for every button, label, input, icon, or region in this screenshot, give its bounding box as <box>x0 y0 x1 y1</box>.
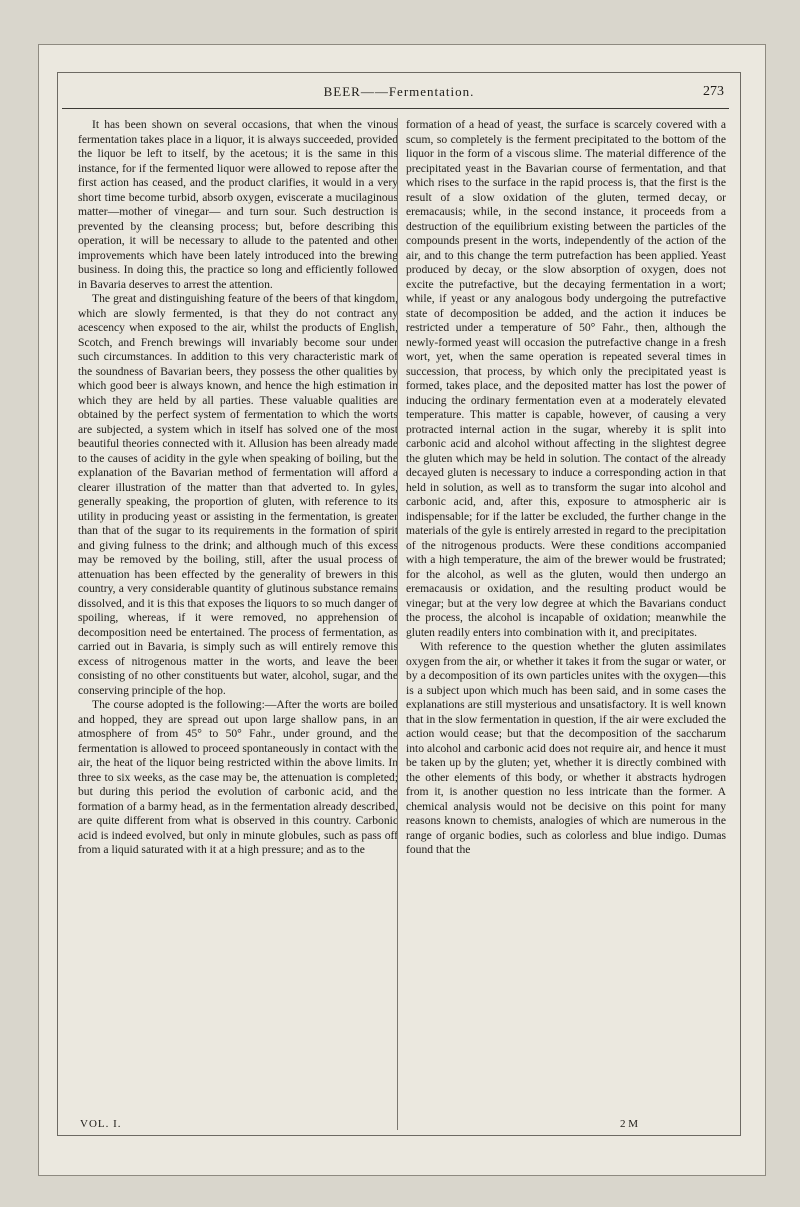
signature-mark: 2 M <box>620 1118 639 1130</box>
paragraph: The course adopted is the following:—After the worts are boiled and hopped, they are spread out upon large shallow pans, in an atmosphere of from 45° to 50° Fahr., under ground, and the fermentation is allowed to proceed spontaneously in contact with the air, the heat of the liquor being restricted within the above limits. In three to six weeks, as the case may be, the attenuation is completed; but during this period the evolution of carbonic acid, and the formation of a barmy head, as in the fermentation already described, are quite different from what is observed in this country. Carbonic acid is indeed evolved, but only in minute globules, such as pass off from a liquid saturated with it at a high pressure; and as to the <box>78 698 398 856</box>
page-number: 273 <box>703 84 724 99</box>
running-head: BEER——Fermentation. <box>323 84 475 99</box>
right-column <box>406 118 726 1118</box>
page-header <box>66 84 732 106</box>
header-rule <box>62 108 729 109</box>
paragraph: It has been shown on several occasions, that when the vinous fermentation takes place in a liquor, it is always succeeded, provided the liquor be left to itself, by the acetous; it is the same in this instance, for if the fermented liquor were allowed to repose after the first action has ceased, and the product clarifies, it would in a very short time become turbid, absorb oxygen, eviscerate a mucilaginous matter—mother of vinegar— and turn sour. Such destruction is prevented by the cleansing process; but, before describing this operation, it will be necessary to allude to the patented and other improvements which have been lately introduced into the brewing business. In doing this, the practice so long and efficiently followed in Bavaria deserves to arrest the attention. <box>78 118 398 291</box>
paragraph: The great and distinguishing feature of the beers of that kingdom, which are slowly fermented, is that they do not contract any acescency when exposed to the air, whilst the products of English, Scotch, and French brewings will invariably become sour under such circumstances. In addition to this very characteristic mark of the soundness of Bavarian beers, they possess the other qualities by which good beer is always known, and hence the high estimation in which they are held by all parties. These valuable qualities are obtained by the perfect system of fermentation to which the worts are subjected, a system which in itself has solved one of the most beautiful theories connected with it. Allusion has been already made to the causes of acidity in the gyle when speaking of boiling, but the explanation of the Bavarian method of fermentation will afford a clearer illustration of the matter than that adverted to. In gyles, generally speaking, the proportion of gluten, with reference to its utility in producing yeast or assisting in the fermentation, is greater than that of the sugar to its requirements in the formation of spirit and giving fulness to the drink; and although much of this excess may be removed by the boiling, still, after the usual process of attenuation has been effected by the generality of brewers in this country, a very considerable quantity of glutinous substance remains dissolved, and it is this that exposes the liquors to so much danger of spoiling, whereas, if it were removed, no apprehension of decomposition need be entertained. The process of fermentation, as carried out in Bavaria, is simply such as will entirely remove this excess of nitrogenous matter in the worts, and leave the beer consisting of no other constituents but water, alcohol, sugar, and the conserving principle of the hop. <box>78 292 398 697</box>
column-divider <box>397 118 398 1130</box>
paragraph: With reference to the question whether the gluten assimilates oxygen from the air, or whether it takes it from the sugar or water, or by a decomposition of its own particles unites with the oxygen—this is a subject upon which much has been said, and in some cases the explanations are still mysterious and unsatisfactory. It is well known that in the slow fermentation in question, if the air were excluded the action would cease; but that the decomposition of the saccharum into alcohol and carbonic acid does not require air, and hence it must be taken up by the gluten; yet, whether it is directly combined with the other elements of this body, or whether it abstracts hydrogen from it, is another question no less intricate than the former. A chemical analysis would not be decisive on this point for many reasons known to chemists, analogies of which are numerous in the range of organic bodies, such as colorless and blue indigo. Dumas found that the <box>406 640 726 856</box>
volume-label: VOL. I. <box>80 1118 122 1130</box>
left-column <box>78 118 398 1118</box>
paragraph: formation of a head of yeast, the surface is scarcely covered with a scum, so completely is the ferment precipitated to the bottom of the liquor in the form of a viscous slime. The material difference of the precipitated yeast in the Bavarian course of fermentation, and that which rises to the surface in the rapid process is, that the first is the result of a slow oxidation of the gluten, termed decay, or eremacausis; while, in the second instance, it proceeds from a destruction of the equilibrium existing between the particles of the compounds present in the worts, independently of the action of the air, and to this change the term putrefaction has been applied. Yeast produced by decay, or the slow absorption of oxygen, does not excite the putrefactive, but the decaying fermentation in a wort; while, if yeast or any analogous body undergoing the putrefactive state of decomposition be added, and the action it induces be restricted under a temperature of 50° Fahr., then, although the newly-formed yeast will occasion the putrefactive change in a fresh wort, yet, when the same operation is repeated several times in succession, that process, by which only the precipitated yeast is formed, takes place, and the deposited matter has lost the power of inducing the ordinary fermentation even at a moderately elevated temperature. This matter is capable, however, of causing a very protracted internal action in the sugar, whereby it is split into carbonic acid and alcohol without affecting in the slightest degree the gluten which may be held in solution. The contact of the already decayed gluten is necessary to induce a corresponding action in that held in solution, as well as to transform the sugar into alcohol and carbonic acid, and, after this, exposure to atmospheric air is indispensable; for if the latter be excluded, the further change in the materials of the gyle is entirely arrested in regard to the precipitation of the nitrogenous products. Were these conditions accompanied with a high temperature, the aim of the brewer would be frustrated; for the alcohol, as well as the gluten, would then undergo an eremacausis or oxidation, and the resulting product would be vinegar; but at the very low degree at which the Bavarians conduct the process, the alcohol is incapable of oxidation; meanwhile the gluten readily enters into combination with it, and precipitates. <box>406 118 726 639</box>
